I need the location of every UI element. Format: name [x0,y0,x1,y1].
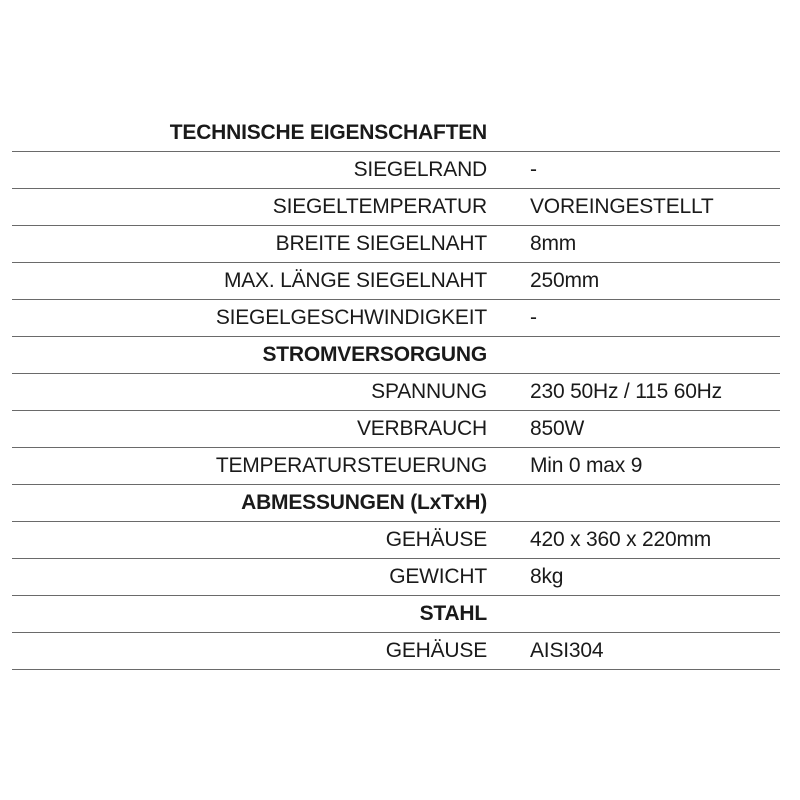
section-title: TECHNISCHE EIGENSCHAFTEN [169,121,487,144]
row-value: 230 50Hz / 115 60Hz [530,380,722,403]
spec-table [12,115,780,670]
section-header-dimensions [12,485,780,522]
table-row [12,448,780,485]
section-title: STAHL [419,602,487,625]
row-value: - [530,158,537,181]
row-value: VOREINGESTELLT [530,195,714,218]
row-label: SIEGELTEMPERATUR [272,195,487,218]
row-label: SPANNUNG [371,380,487,403]
section-header-technical [12,115,780,152]
table-row [12,189,780,226]
table-row [12,522,780,559]
row-label: GEWICHT [389,565,487,588]
row-value: - [530,306,537,329]
row-label: BREITE SIEGELNAHT [275,232,487,255]
table-row [12,559,780,596]
table-row [12,374,780,411]
row-label: SIEGELRAND [353,158,487,181]
row-value: 420 x 360 x 220mm [530,528,712,551]
row-value: 850W [530,417,585,440]
section-title: ABMESSUNGEN (LxTxH) [241,491,487,514]
row-label: MAX. LÄNGE SIEGELNAHT [223,269,487,292]
row-label: VERBRAUCH [356,417,487,440]
row-value: AISI304 [530,639,604,662]
section-header-steel [12,596,780,633]
section-header-power [12,337,780,374]
row-value: Min 0 max 9 [530,454,643,477]
table-row [12,226,780,263]
table-row [12,633,780,670]
table-row [12,263,780,300]
table-row [12,300,780,337]
row-value: 8mm [530,232,577,255]
row-value: 250mm [530,269,600,292]
row-label: SIEGELGESCHWINDIGKEIT [215,306,487,329]
row-label: GEHÄUSE [385,639,487,662]
row-label: TEMPERATURSTEUERUNG [215,454,487,477]
table-row [12,411,780,448]
row-label: GEHÄUSE [385,528,487,551]
table-row [12,152,780,189]
section-title: STROMVERSORGUNG [262,343,487,366]
row-value: 8kg [530,565,564,588]
